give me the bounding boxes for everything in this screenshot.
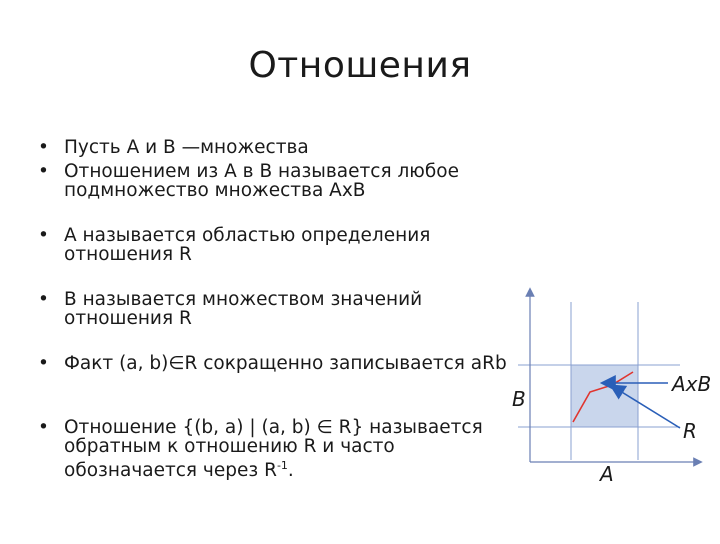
bullet-item	[38, 290, 508, 328]
bullet-dot-icon: •	[38, 137, 49, 158]
bullet-dot-icon: •	[38, 353, 49, 374]
bullet-dot-icon: •	[38, 225, 49, 246]
bullet-dot-icon: •	[38, 417, 49, 438]
set-b-label: B	[512, 387, 526, 411]
bullet-dot-icon: •	[38, 161, 49, 182]
bullet-item	[38, 226, 508, 264]
axb-label: AxB	[672, 372, 712, 396]
bullet-item	[38, 138, 508, 157]
bullet-text: Факт (a, b)∈R сокращенно записывается aRb	[64, 353, 507, 374]
bullet-item	[38, 418, 508, 480]
bullet-dot-icon: •	[38, 289, 49, 310]
bullet-text	[64, 417, 489, 481]
set-a-label: A	[600, 462, 614, 486]
relation-diagram-svg	[500, 280, 720, 540]
relation-diagram	[500, 280, 720, 540]
bullet-text: В называется множеством значений отношения R	[64, 289, 429, 329]
bullet-item	[38, 162, 508, 200]
relation-r-label: R	[683, 419, 697, 443]
bullet-text-main: Отношение {(b, a) | (a, b) ∈ R} называется обратным к отношению R и часто обозначается через R	[64, 417, 489, 482]
inverse-superscript: -1	[276, 459, 288, 472]
bullet-text: Пусть А и В —множества	[64, 137, 309, 158]
bullet-text: Отношением из А в В называется любое подмножество множества АхВ	[64, 161, 465, 201]
slide-title: Отношения	[248, 45, 472, 86]
bullet-item	[38, 354, 508, 373]
bullet-text: А называется областью определения отношения R	[64, 225, 437, 265]
bullet-text-tail: .	[287, 460, 294, 482]
